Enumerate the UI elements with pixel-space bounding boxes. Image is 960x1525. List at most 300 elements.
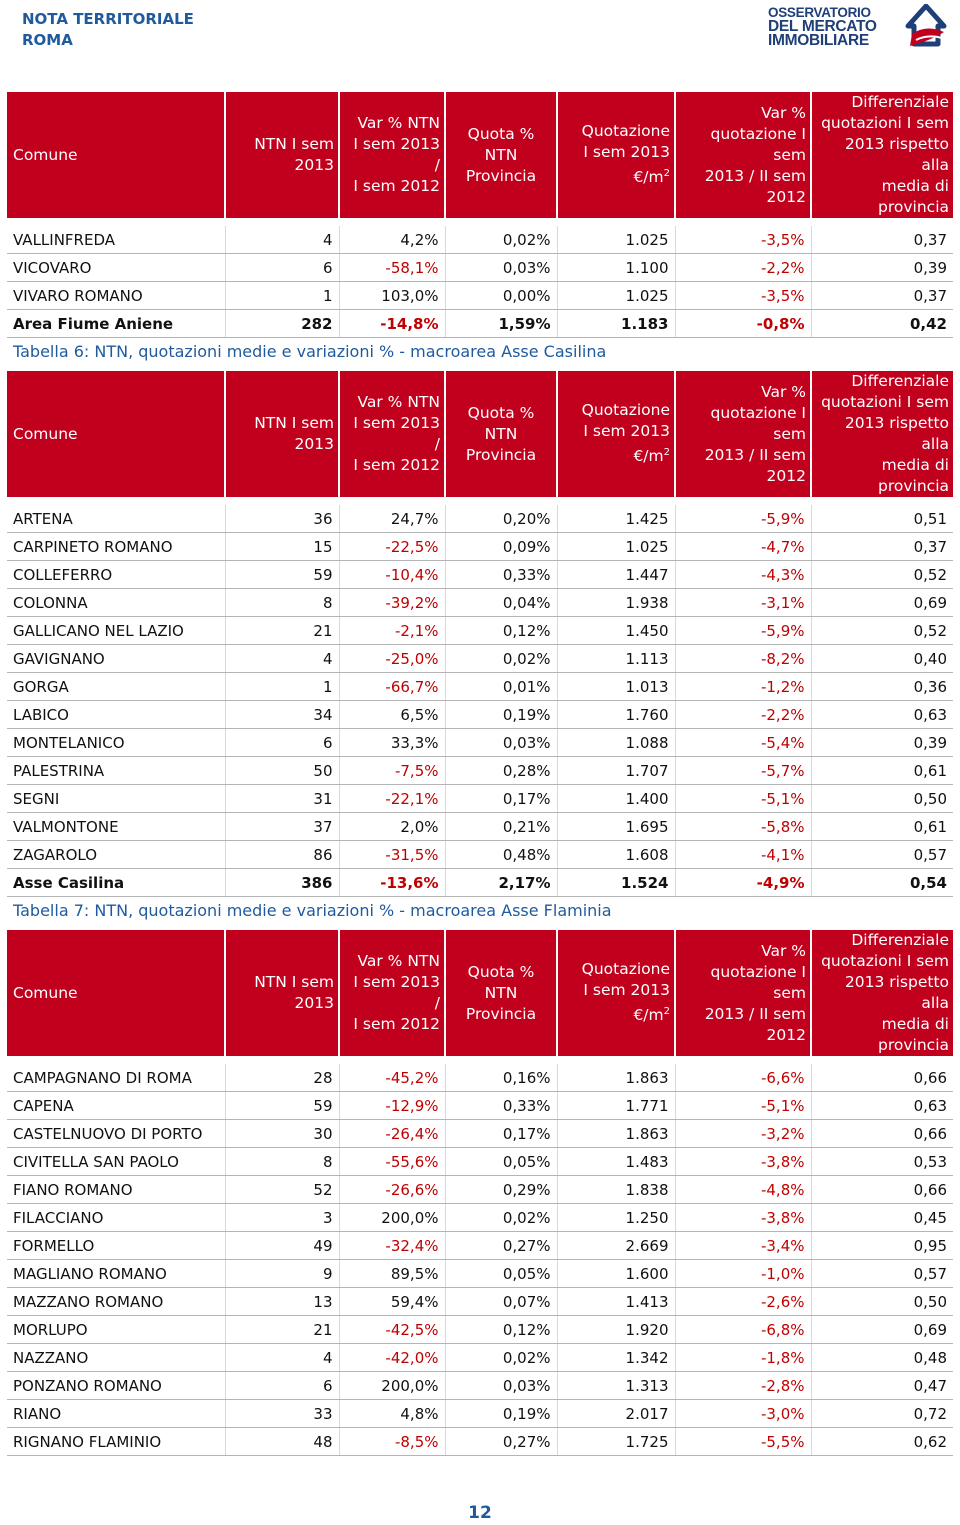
cell-quota: 0,17% [445,785,557,813]
table-row [7,1428,953,1456]
column-header-line: I sem 2013 / [353,973,440,1012]
cell-quotazione: 1.707 [557,757,675,785]
cell-diff: 0,95 [811,1232,953,1260]
column-header-line: I sem 2012 [353,177,440,195]
cell-var-quot: -2,2% [675,254,811,282]
cell-quotazione: 1.447 [557,561,675,589]
cell-var-quot: -5,8% [675,813,811,841]
cell-var-ntn: -14,8% [339,310,445,338]
column-header-text [816,371,949,497]
column-header-line-with-sup [562,1001,670,1026]
table-header [7,92,953,218]
header-title [22,9,194,51]
column-header-text [680,382,806,487]
cell-var-quot: -5,1% [675,785,811,813]
cell-diff: 0,62 [811,1428,953,1456]
cell-var-quot: -3,0% [675,1400,811,1428]
cell-ntn: 1 [225,282,339,310]
cell-quotazione: 1.608 [557,841,675,869]
column-header-text [816,92,949,218]
cell-diff: 0,39 [811,729,953,757]
cell-var-ntn: 59,4% [339,1288,445,1316]
table-row [7,729,953,757]
column-header-line: media di provincia [878,177,949,216]
cell-quotazione: 1.342 [557,1344,675,1372]
column-header-line: Provincia [465,445,537,464]
header-title-line1: NOTA TERRITORIALE [22,10,194,28]
cell-quota: 0,20% [445,505,557,533]
cell-diff: 0,66 [811,1064,953,1092]
cell-diff: 0,53 [811,1148,953,1176]
cell-diff: 0,66 [811,1176,953,1204]
table-row [7,813,953,841]
cell-var-quot: -2,8% [675,1372,811,1400]
column-header-text [344,951,440,1035]
header-row [7,92,953,218]
cell-var-quot: -5,5% [675,1428,811,1456]
cell-quota: 0,07% [445,1288,557,1316]
table-row [7,561,953,589]
cell-comune: FILACCIANO [7,1204,225,1232]
cell-diff: 0,66 [811,1120,953,1148]
cell-diff: 0,39 [811,254,953,282]
cell-var-ntn: -25,0% [339,645,445,673]
cell-quotazione: 1.600 [557,1260,675,1288]
cell-var-ntn: -55,6% [339,1148,445,1176]
cell-quota: 0,33% [445,561,557,589]
column-header-var-ntn [339,930,445,1056]
column-header-diff [811,930,953,1056]
column-header-line: Differenziale [851,93,949,111]
column-header-line: quotazione I sem [710,403,806,443]
cell-comune: FORMELLO [7,1232,225,1260]
cell-comune: MORLUPO [7,1316,225,1344]
column-header-line: Var % NTN [357,952,440,970]
cell-ntn: 52 [225,1176,339,1204]
cell-ntn: 3 [225,1204,339,1232]
column-header-line: media di provincia [878,456,949,495]
cell-comune: ZAGAROLO [7,841,225,869]
column-header-line: Var % NTN [357,114,440,132]
column-header-line: 2013 rispetto alla [844,973,949,1012]
cell-var-ntn: 2,0% [339,813,445,841]
cell-quotazione: 1.313 [557,1372,675,1400]
cell-ntn: 4 [225,1344,339,1372]
cell-comune: VALMONTONE [7,813,225,841]
cell-var-ntn: -22,5% [339,533,445,561]
column-header-comune: Comune [7,371,225,497]
cell-diff: 0,37 [811,533,953,561]
table-row [7,226,953,254]
cell-diff: 0,37 [811,226,953,254]
column-header-line: Var % [761,941,806,960]
column-header-line: Quotazione [581,122,670,141]
cell-var-ntn: -10,4% [339,561,445,589]
cell-diff: 0,63 [811,1092,953,1120]
cell-comune: PONZANO ROMANO [7,1372,225,1400]
table-caption: Tabella 6: NTN, quotazioni medie e variazioni % - macroarea Asse Casilina [13,342,607,361]
cell-diff: 0,47 [811,1372,953,1400]
column-header-line: media di provincia [878,1015,949,1054]
cell-ntn: 37 [225,813,339,841]
column-header-line: 2012 [766,1025,806,1044]
cell-comune: VICOVARO [7,254,225,282]
column-header-line: quotazioni I sem [821,393,949,411]
spacer-cell [7,218,953,226]
cell-var-ntn: 33,3% [339,729,445,757]
column-header-line: Var % [761,382,806,401]
cell-var-quot: -1,2% [675,673,811,701]
cell-var-ntn: 24,7% [339,505,445,533]
column-header-line-with-sup [562,163,670,188]
data-table [7,930,953,1456]
cell-diff: 0,61 [811,813,953,841]
cell-diff: 0,50 [811,785,953,813]
page-number: 12 [468,1503,492,1523]
cell-diff: 0,52 [811,617,953,645]
cell-var-quot: -4,3% [675,561,811,589]
cell-comune: Asse Casilina [7,869,225,897]
cell-ntn: 8 [225,589,339,617]
column-header-line-with-sup [562,442,670,467]
column-header-ntn [225,930,339,1056]
cell-var-ntn: 4,8% [339,1400,445,1428]
cell-diff: 0,45 [811,1204,953,1232]
cell-var-ntn: -58,1% [339,254,445,282]
cell-var-ntn: -45,2% [339,1064,445,1092]
column-header-var-quot [675,371,811,497]
cell-ntn: 28 [225,1064,339,1092]
table-row [7,1288,953,1316]
column-header-line: 2013 / II sem [704,445,806,464]
table-row [7,785,953,813]
cell-quotazione: 1.771 [557,1092,675,1120]
cell-ntn: 21 [225,1316,339,1344]
column-header-line: I sem 2013 / [353,414,440,453]
cell-diff: 0,48 [811,1344,953,1372]
cell-comune: Area Fiume Aniene [7,310,225,338]
cell-comune: ARTENA [7,505,225,533]
cell-ntn: 59 [225,1092,339,1120]
cell-diff: 0,36 [811,673,953,701]
cell-var-ntn: -32,4% [339,1232,445,1260]
cell-quota: 2,17% [445,869,557,897]
table-row [7,841,953,869]
cell-var-ntn: -42,5% [339,1316,445,1344]
table-row [7,1092,953,1120]
cell-var-ntn: -26,4% [339,1120,445,1148]
cell-comune: VIVARO ROMANO [7,282,225,310]
cell-var-quot: -5,9% [675,617,811,645]
cell-ntn: 49 [225,1232,339,1260]
column-header-comune: Comune [7,92,225,218]
table-header [7,371,953,497]
logo-text-line2: DEL MERCATO [768,18,877,35]
cell-var-ntn: -2,1% [339,617,445,645]
header-spacer [7,1056,953,1064]
cell-var-quot: -3,2% [675,1120,811,1148]
cell-comune: RIGNANO FLAMINIO [7,1428,225,1456]
cell-var-quot: -4,9% [675,869,811,897]
cell-var-ntn: -8,5% [339,1428,445,1456]
cell-quotazione: 1.725 [557,1428,675,1456]
cell-quota: 0,03% [445,254,557,282]
cell-quotazione: 1.425 [557,505,675,533]
cell-comune: PALESTRINA [7,757,225,785]
cell-ntn: 1 [225,673,339,701]
column-header-text [450,403,552,466]
table-row [7,533,953,561]
column-header-quota [445,92,557,218]
cell-quota: 0,02% [445,1204,557,1232]
cell-diff: 0,57 [811,841,953,869]
table-row [7,1316,953,1344]
cell-quota: 0,27% [445,1232,557,1260]
column-header-line: NTN I sem [254,135,334,153]
cell-var-ntn: -22,1% [339,785,445,813]
cell-quotazione: 1.450 [557,617,675,645]
cell-quota: 0,02% [445,645,557,673]
table-row [7,1260,953,1288]
cell-diff: 0,54 [811,869,953,897]
cell-comune: GORGA [7,673,225,701]
cell-quota: 1,59% [445,310,557,338]
cell-var-quot: -2,2% [675,701,811,729]
cell-quotazione: 1.013 [557,673,675,701]
cell-quota: 0,19% [445,1400,557,1428]
cell-quota: 0,04% [445,589,557,617]
cell-ntn: 30 [225,1120,339,1148]
cell-var-ntn: 6,5% [339,701,445,729]
table-header [7,930,953,1056]
column-header-quota [445,930,557,1056]
cell-quota: 0,05% [445,1148,557,1176]
cell-var-ntn: 4,2% [339,226,445,254]
cell-diff: 0,63 [811,701,953,729]
cell-diff: 0,57 [811,1260,953,1288]
cell-diff: 0,51 [811,505,953,533]
column-header-text [344,392,440,476]
column-header-text [450,124,552,187]
column-header-text [230,972,334,1014]
cell-quotazione: 1.760 [557,701,675,729]
cell-var-ntn: -13,6% [339,869,445,897]
cell-var-ntn: 200,0% [339,1204,445,1232]
cell-var-quot: -1,0% [675,1260,811,1288]
column-header-comune: Comune [7,930,225,1056]
table-total-row [7,310,953,338]
cell-ntn: 33 [225,1400,339,1428]
column-header-text [562,400,670,467]
column-header-diff [811,371,953,497]
cell-comune: NAZZANO [7,1344,225,1372]
unit-superscript: 2 [663,1006,670,1018]
table-total-row [7,869,953,897]
column-header-line: I sem 2012 [353,456,440,474]
cell-ntn: 50 [225,757,339,785]
cell-quotazione: 1.025 [557,282,675,310]
cell-quota: 0,03% [445,729,557,757]
table-row [7,757,953,785]
column-header-line: Quotazione [581,401,670,420]
cell-var-ntn: 89,5% [339,1260,445,1288]
omi-logo [768,4,948,50]
cell-var-ntn: -66,7% [339,673,445,701]
cell-quotazione: 1.413 [557,1288,675,1316]
cell-ntn: 6 [225,729,339,757]
cell-quotazione: 1.483 [557,1148,675,1176]
cell-quotazione: 1.088 [557,729,675,757]
table-body [7,1056,953,1456]
cell-quotazione: 1.863 [557,1120,675,1148]
table-caption: Tabella 7: NTN, quotazioni medie e variazioni % - macroarea Asse Flaminia [13,901,612,920]
cell-diff: 0,52 [811,561,953,589]
logo-text [768,6,900,48]
cell-quotazione: 1.183 [557,310,675,338]
cell-comune: CAPENA [7,1092,225,1120]
page-header [0,0,960,56]
cell-ntn: 34 [225,701,339,729]
table-row [7,589,953,617]
column-header-text [450,962,552,1025]
cell-quota: 0,28% [445,757,557,785]
cell-var-quot: -4,8% [675,1176,811,1204]
cell-ntn: 9 [225,1260,339,1288]
cell-ntn: 282 [225,310,339,338]
column-header-var-quot [675,92,811,218]
header-spacer [7,218,953,226]
cell-ntn: 4 [225,226,339,254]
cell-comune: COLONNA [7,589,225,617]
cell-ntn: 86 [225,841,339,869]
cell-comune: CIVITELLA SAN PAOLO [7,1148,225,1176]
column-header-line: 2012 [766,187,806,206]
table-row [7,645,953,673]
cell-comune: GAVIGNANO [7,645,225,673]
cell-var-ntn: -12,9% [339,1092,445,1120]
cell-var-quot: -3,5% [675,226,811,254]
cell-comune: COLLEFERRO [7,561,225,589]
cell-quotazione: 1.113 [557,645,675,673]
column-header-line: 2012 [766,466,806,485]
column-header-ntn [225,92,339,218]
cell-quotazione: 1.863 [557,1064,675,1092]
cell-comune: FIANO ROMANO [7,1176,225,1204]
cell-var-quot: -0,8% [675,310,811,338]
cell-diff: 0,37 [811,282,953,310]
column-header-line: 2013 rispetto alla [844,414,949,453]
column-header-text [680,103,806,208]
cell-var-quot: -5,7% [675,757,811,785]
cell-var-quot: -1,8% [675,1344,811,1372]
cell-var-ntn: -39,2% [339,589,445,617]
cell-ntn: 31 [225,785,339,813]
cell-quotazione: 1.920 [557,1316,675,1344]
column-header-line: Quota % NTN [467,962,535,1002]
column-header-text [562,121,670,188]
cell-var-quot: -8,2% [675,645,811,673]
cell-var-quot: -2,6% [675,1288,811,1316]
table-row [7,1344,953,1372]
column-header-text [344,113,440,197]
spacer-cell [7,1056,953,1064]
column-header-line: Quotazione [581,960,670,979]
column-header-line: I sem 2012 [353,1015,440,1033]
header-row [7,371,953,497]
cell-ntn: 4 [225,645,339,673]
header-title-line2: ROMA [22,31,73,49]
column-header-var-ntn [339,371,445,497]
cell-quotazione: 1.025 [557,226,675,254]
column-header-quotazione [557,930,675,1056]
table-row [7,1148,953,1176]
cell-quota: 0,05% [445,1260,557,1288]
cell-quota: 0,17% [445,1120,557,1148]
column-header-line: NTN I sem [254,973,334,991]
table-row [7,1372,953,1400]
cell-var-quot: -4,1% [675,841,811,869]
column-header-line: Quota % NTN [467,403,535,443]
cell-var-quot: -6,8% [675,1316,811,1344]
table-row [7,673,953,701]
cell-var-ntn: 200,0% [339,1372,445,1400]
cell-diff: 0,50 [811,1288,953,1316]
cell-quotazione: 1.695 [557,813,675,841]
table-row [7,1204,953,1232]
column-header-diff [811,92,953,218]
column-header-line: I sem 2013 [583,143,670,162]
cell-quota: 0,21% [445,813,557,841]
column-header-text [680,941,806,1046]
cell-var-quot: -4,7% [675,533,811,561]
column-header-line: Differenziale [851,372,949,390]
cell-var-ntn: -42,0% [339,1344,445,1372]
column-header-text [816,930,949,1056]
cell-quotazione: 1.938 [557,589,675,617]
table-row [7,1232,953,1260]
cell-diff: 0,72 [811,1400,953,1428]
cell-quota: 0,03% [445,1372,557,1400]
cell-comune: CASTELNUOVO DI PORTO [7,1120,225,1148]
cell-var-quot: -3,8% [675,1148,811,1176]
column-header-line: Provincia [465,166,537,185]
column-header-line: Var % NTN [357,393,440,411]
column-header-line: NTN I sem [254,414,334,432]
cell-var-quot: -5,9% [675,505,811,533]
cell-var-quot: -5,4% [675,729,811,757]
cell-quota: 0,48% [445,841,557,869]
unit-superscript: 2 [663,168,670,180]
table-row [7,1064,953,1092]
cell-var-quot: -3,5% [675,282,811,310]
data-table [7,92,953,338]
column-header-quota [445,371,557,497]
column-header-line: quotazioni I sem [821,114,949,132]
cell-diff: 0,61 [811,757,953,785]
cell-quota: 0,12% [445,617,557,645]
cell-quotazione: 1.838 [557,1176,675,1204]
spacer-cell [7,497,953,505]
table-row [7,505,953,533]
cell-ntn: 15 [225,533,339,561]
table-row [7,254,953,282]
column-header-quotazione [557,371,675,497]
cell-quota: 0,02% [445,1344,557,1372]
cell-ntn: 59 [225,561,339,589]
cell-comune: RIANO [7,1400,225,1428]
column-header-line: 2013 / II sem [704,1004,806,1023]
header-row [7,930,953,1056]
